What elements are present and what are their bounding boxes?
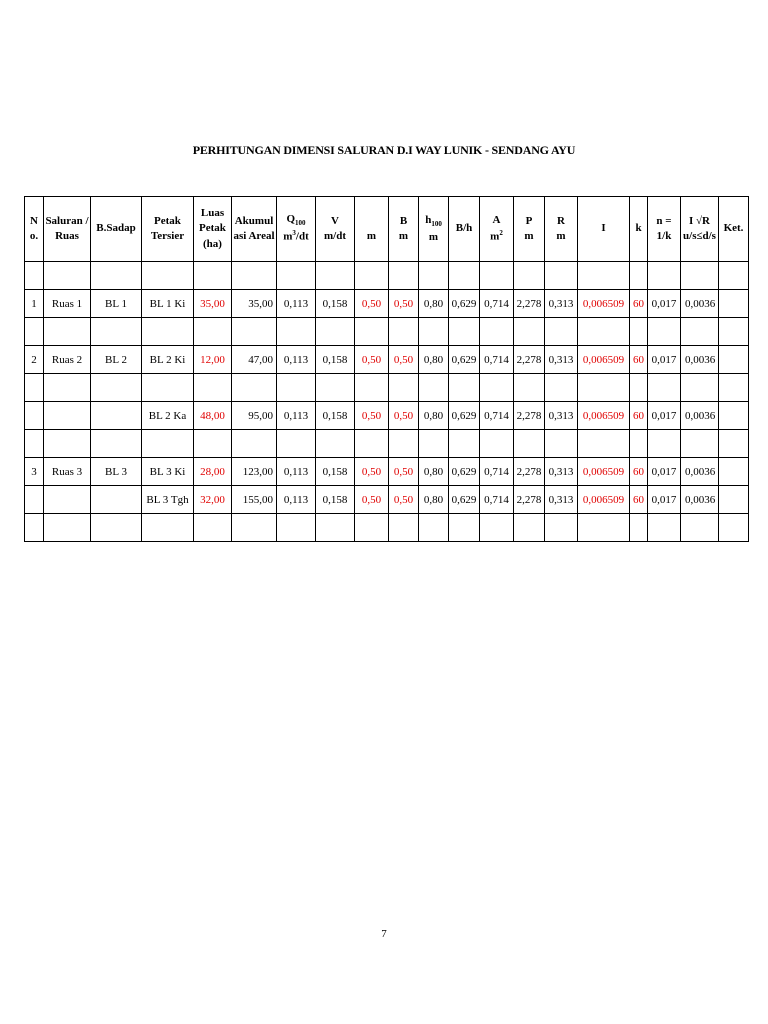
cell-ket bbox=[719, 318, 749, 346]
cell-i bbox=[578, 430, 630, 458]
cell-bsadap bbox=[91, 486, 142, 514]
cell-no bbox=[25, 486, 44, 514]
h-unit: m bbox=[428, 230, 439, 243]
table-row bbox=[25, 290, 749, 318]
table-row bbox=[25, 346, 749, 374]
cell-v bbox=[316, 318, 355, 346]
cell-b: 0,50 bbox=[389, 458, 419, 486]
cell-p bbox=[514, 514, 545, 542]
cell-ket bbox=[719, 262, 749, 290]
cell-k bbox=[630, 514, 648, 542]
cell-ket bbox=[719, 430, 749, 458]
cell-petak bbox=[142, 318, 194, 346]
cell-bsadap bbox=[91, 402, 142, 430]
cell-saluran bbox=[44, 486, 91, 514]
cell-k: 60 bbox=[630, 458, 648, 486]
cell-h: 0,80 bbox=[419, 290, 449, 318]
spacer-row bbox=[25, 262, 749, 290]
col-header-v bbox=[316, 197, 355, 262]
cell-r: 0,313 bbox=[545, 290, 578, 318]
cell-r: 0,313 bbox=[545, 486, 578, 514]
cell-bsadap bbox=[91, 318, 142, 346]
col-header-ivr bbox=[681, 197, 719, 262]
page-title: PERHITUNGAN DIMENSI SALURAN D.I WAY LUNIK - SENDANG AYU bbox=[192, 143, 576, 157]
cell-petak bbox=[142, 514, 194, 542]
cell-i: 0,006509 bbox=[578, 402, 630, 430]
cell-q bbox=[277, 262, 316, 290]
cell-bsadap: BL 3 bbox=[91, 458, 142, 486]
cell-n: 0,017 bbox=[648, 402, 681, 430]
cell-no bbox=[25, 374, 44, 402]
cell-luas bbox=[194, 374, 232, 402]
cell-p bbox=[514, 262, 545, 290]
cell-luas: 28,00 bbox=[194, 458, 232, 486]
spacer-row bbox=[25, 514, 749, 542]
cell-luas bbox=[194, 514, 232, 542]
cell-ket bbox=[719, 346, 749, 374]
cell-ket bbox=[719, 458, 749, 486]
cell-p: 2,278 bbox=[514, 346, 545, 374]
cell-h: 0,80 bbox=[419, 346, 449, 374]
cell-h bbox=[419, 430, 449, 458]
cell-k bbox=[630, 374, 648, 402]
cell-saluran: Ruas 1 bbox=[44, 290, 91, 318]
cell-n bbox=[648, 430, 681, 458]
cell-petak: BL 3 Ki bbox=[142, 458, 194, 486]
cell-b bbox=[389, 514, 419, 542]
cell-r bbox=[545, 374, 578, 402]
q-unit-tail: /dt bbox=[295, 231, 309, 244]
cell-p: 2,278 bbox=[514, 402, 545, 430]
cell-akumulasi: 155,00 bbox=[232, 486, 277, 514]
a-unit: m bbox=[490, 230, 500, 243]
cell-saluran: Ruas 3 bbox=[44, 458, 91, 486]
cell-b: 0,50 bbox=[389, 290, 419, 318]
cell-saluran: Ruas 2 bbox=[44, 346, 91, 374]
cell-h: 0,80 bbox=[419, 458, 449, 486]
cell-saluran bbox=[44, 374, 91, 402]
col-header-i: I bbox=[578, 197, 630, 262]
cell-petak bbox=[142, 374, 194, 402]
col-header-a bbox=[480, 197, 514, 262]
cell-r bbox=[545, 514, 578, 542]
cell-n bbox=[648, 262, 681, 290]
cell-m bbox=[355, 318, 389, 346]
cell-q: 0,113 bbox=[277, 486, 316, 514]
cell-bh bbox=[449, 374, 480, 402]
cell-saluran bbox=[44, 430, 91, 458]
cell-v bbox=[316, 262, 355, 290]
cell-petak bbox=[142, 430, 194, 458]
cell-ivr bbox=[681, 374, 719, 402]
cell-m: 0,50 bbox=[355, 346, 389, 374]
cell-luas: 12,00 bbox=[194, 346, 232, 374]
cell-bsadap: BL 2 bbox=[91, 346, 142, 374]
cell-h bbox=[419, 262, 449, 290]
a-unit-exponent: 2 bbox=[499, 228, 503, 237]
h-subscript: 100 bbox=[431, 220, 442, 228]
b-symbol: B bbox=[399, 214, 408, 227]
cell-akumulasi: 47,00 bbox=[232, 346, 277, 374]
cell-k: 60 bbox=[630, 402, 648, 430]
cell-ivr bbox=[681, 514, 719, 542]
cell-k bbox=[630, 262, 648, 290]
cell-bh bbox=[449, 262, 480, 290]
cell-v bbox=[316, 514, 355, 542]
cell-ket bbox=[719, 486, 749, 514]
cell-m bbox=[355, 430, 389, 458]
cell-i bbox=[578, 514, 630, 542]
cell-a: 0,714 bbox=[480, 402, 514, 430]
cell-bsadap bbox=[91, 374, 142, 402]
h-symbol: h bbox=[425, 213, 432, 226]
cell-bh bbox=[449, 318, 480, 346]
cell-no: 1 bbox=[25, 290, 44, 318]
cell-p bbox=[514, 374, 545, 402]
cell-bh: 0,629 bbox=[449, 290, 480, 318]
cell-p: 2,278 bbox=[514, 458, 545, 486]
cell-bsadap bbox=[91, 262, 142, 290]
cell-k bbox=[630, 430, 648, 458]
cell-a bbox=[480, 318, 514, 346]
cell-a: 0,714 bbox=[480, 290, 514, 318]
cell-a: 0,714 bbox=[480, 346, 514, 374]
spacer-row bbox=[25, 430, 749, 458]
cell-luas: 48,00 bbox=[194, 402, 232, 430]
cell-n bbox=[648, 514, 681, 542]
cell-a: 0,714 bbox=[480, 486, 514, 514]
cell-no bbox=[25, 262, 44, 290]
col-header-r bbox=[545, 197, 578, 262]
cell-v: 0,158 bbox=[316, 402, 355, 430]
col-header-h bbox=[419, 197, 449, 262]
b-unit: m bbox=[398, 230, 409, 242]
cell-r bbox=[545, 430, 578, 458]
q-unit: m bbox=[283, 231, 293, 244]
cell-b bbox=[389, 318, 419, 346]
cell-n bbox=[648, 374, 681, 402]
cell-akumulasi bbox=[232, 374, 277, 402]
cell-ivr: 0,0036 bbox=[681, 402, 719, 430]
cell-akumulasi: 123,00 bbox=[232, 458, 277, 486]
cell-bh: 0,629 bbox=[449, 458, 480, 486]
cell-bh bbox=[449, 514, 480, 542]
cell-q bbox=[277, 514, 316, 542]
a-symbol: A bbox=[492, 214, 501, 227]
cell-v: 0,158 bbox=[316, 486, 355, 514]
cell-akumulasi bbox=[232, 318, 277, 346]
col-header-p bbox=[514, 197, 545, 262]
cell-ivr: 0,0036 bbox=[681, 346, 719, 374]
cell-p bbox=[514, 318, 545, 346]
cell-bh bbox=[449, 430, 480, 458]
cell-r bbox=[545, 318, 578, 346]
cell-m bbox=[355, 374, 389, 402]
cell-i: 0,006509 bbox=[578, 458, 630, 486]
v-symbol: V bbox=[331, 214, 339, 227]
page-number: 7 bbox=[381, 928, 387, 940]
table-row bbox=[25, 458, 749, 486]
cell-k bbox=[630, 318, 648, 346]
cell-no bbox=[25, 402, 44, 430]
cell-no bbox=[25, 318, 44, 346]
cell-i bbox=[578, 374, 630, 402]
cell-bsadap: BL 1 bbox=[91, 290, 142, 318]
col-header-bsadap: B.Sadap bbox=[91, 197, 142, 262]
cell-m: 0,50 bbox=[355, 486, 389, 514]
col-header-m bbox=[355, 197, 389, 262]
cell-bh: 0,629 bbox=[449, 486, 480, 514]
v-unit: m/dt bbox=[324, 230, 346, 242]
cell-n: 0,017 bbox=[648, 486, 681, 514]
cell-q: 0,113 bbox=[277, 402, 316, 430]
cell-luas bbox=[194, 430, 232, 458]
cell-v bbox=[316, 430, 355, 458]
cell-b: 0,50 bbox=[389, 402, 419, 430]
cell-ivr: 0,0036 bbox=[681, 486, 719, 514]
cell-v: 0,158 bbox=[316, 458, 355, 486]
r-unit: m bbox=[556, 230, 566, 242]
cell-r bbox=[545, 262, 578, 290]
cell-ket bbox=[719, 514, 749, 542]
cell-n: 0,017 bbox=[648, 346, 681, 374]
cell-petak bbox=[142, 262, 194, 290]
cell-r: 0,313 bbox=[545, 458, 578, 486]
col-header-ket: Ket. bbox=[719, 197, 749, 262]
cell-i: 0,006509 bbox=[578, 486, 630, 514]
cell-k: 60 bbox=[630, 290, 648, 318]
cell-petak: BL 2 Ki bbox=[142, 346, 194, 374]
col-header-q bbox=[277, 197, 316, 262]
q-subscript: 100 bbox=[295, 219, 306, 228]
cell-m: 0,50 bbox=[355, 402, 389, 430]
col-header-b bbox=[389, 197, 419, 262]
cell-akumulasi: 95,00 bbox=[232, 402, 277, 430]
m-symbol: m bbox=[366, 230, 377, 242]
cell-m: 0,50 bbox=[355, 290, 389, 318]
cell-q bbox=[277, 430, 316, 458]
cell-ket bbox=[719, 402, 749, 430]
cell-ivr: 0,0036 bbox=[681, 458, 719, 486]
cell-a bbox=[480, 374, 514, 402]
cell-r: 0,313 bbox=[545, 402, 578, 430]
cell-i: 0,006509 bbox=[578, 346, 630, 374]
col-header-luas: Luas Petak (ha) bbox=[194, 197, 232, 262]
cell-no bbox=[25, 514, 44, 542]
q-unit-exponent: 3 bbox=[292, 229, 296, 238]
table-row bbox=[25, 402, 749, 430]
cell-q: 0,113 bbox=[277, 346, 316, 374]
col-header-petak: Petak Tersier bbox=[142, 197, 194, 262]
cell-b bbox=[389, 262, 419, 290]
cell-h bbox=[419, 374, 449, 402]
cell-bsadap bbox=[91, 514, 142, 542]
cell-petak: BL 1 Ki bbox=[142, 290, 194, 318]
cell-m: 0,50 bbox=[355, 458, 389, 486]
cell-no bbox=[25, 430, 44, 458]
cell-ivr: 0,0036 bbox=[681, 290, 719, 318]
cell-bsadap bbox=[91, 430, 142, 458]
spacer-row bbox=[25, 318, 749, 346]
cell-h: 0,80 bbox=[419, 402, 449, 430]
r-symbol: R bbox=[557, 214, 565, 227]
cell-b bbox=[389, 430, 419, 458]
cell-q: 0,113 bbox=[277, 290, 316, 318]
cell-p bbox=[514, 430, 545, 458]
cell-saluran bbox=[44, 402, 91, 430]
cell-i bbox=[578, 262, 630, 290]
cell-m bbox=[355, 262, 389, 290]
col-header-akumulasi: Akumul asi Areal bbox=[232, 197, 277, 262]
cell-v bbox=[316, 374, 355, 402]
cell-a bbox=[480, 514, 514, 542]
cell-bh: 0,629 bbox=[449, 346, 480, 374]
col-header-no: N o. bbox=[25, 197, 44, 262]
cell-petak: BL 3 Tgh bbox=[142, 486, 194, 514]
cell-r: 0,313 bbox=[545, 346, 578, 374]
cell-a: 0,714 bbox=[480, 458, 514, 486]
col-header-k: k bbox=[630, 197, 648, 262]
cell-petak: BL 2 Ka bbox=[142, 402, 194, 430]
cell-n: 0,017 bbox=[648, 458, 681, 486]
cell-p: 2,278 bbox=[514, 486, 545, 514]
cell-b: 0,50 bbox=[389, 346, 419, 374]
cell-akumulasi bbox=[232, 262, 277, 290]
cell-ivr bbox=[681, 430, 719, 458]
cell-h bbox=[419, 514, 449, 542]
cell-bh: 0,629 bbox=[449, 402, 480, 430]
cell-i bbox=[578, 318, 630, 346]
cell-q bbox=[277, 318, 316, 346]
cell-n: 0,017 bbox=[648, 290, 681, 318]
cell-a bbox=[480, 430, 514, 458]
spacer-row bbox=[25, 374, 749, 402]
cell-k: 60 bbox=[630, 486, 648, 514]
cell-q bbox=[277, 374, 316, 402]
cell-akumulasi: 35,00 bbox=[232, 290, 277, 318]
col-header-saluran: Saluran / Ruas bbox=[44, 197, 91, 262]
cell-no: 3 bbox=[25, 458, 44, 486]
cell-i: 0,006509 bbox=[578, 290, 630, 318]
cell-ivr bbox=[681, 262, 719, 290]
cell-k: 60 bbox=[630, 346, 648, 374]
col-header-n: n = 1/k bbox=[648, 197, 681, 262]
cell-no: 2 bbox=[25, 346, 44, 374]
header-row bbox=[25, 197, 749, 262]
cell-m bbox=[355, 514, 389, 542]
cell-n bbox=[648, 318, 681, 346]
cell-ket bbox=[719, 374, 749, 402]
ivr-unit: u/s≤d/s bbox=[683, 230, 716, 242]
cell-luas: 35,00 bbox=[194, 290, 232, 318]
cell-b bbox=[389, 374, 419, 402]
cell-saluran bbox=[44, 514, 91, 542]
col-header-bh: B/h bbox=[449, 197, 480, 262]
table-row bbox=[25, 486, 749, 514]
p-symbol: P bbox=[525, 214, 533, 227]
cell-akumulasi bbox=[232, 430, 277, 458]
cell-luas bbox=[194, 262, 232, 290]
cell-b: 0,50 bbox=[389, 486, 419, 514]
ivr-symbol: I √R bbox=[688, 214, 710, 227]
cell-ivr bbox=[681, 318, 719, 346]
cell-luas bbox=[194, 318, 232, 346]
cell-saluran bbox=[44, 318, 91, 346]
cell-h bbox=[419, 318, 449, 346]
cell-q: 0,113 bbox=[277, 458, 316, 486]
cell-v: 0,158 bbox=[316, 346, 355, 374]
cell-saluran bbox=[44, 262, 91, 290]
table-body bbox=[25, 262, 749, 542]
cell-ket bbox=[719, 290, 749, 318]
cell-luas: 32,00 bbox=[194, 486, 232, 514]
cell-akumulasi bbox=[232, 514, 277, 542]
cell-h: 0,80 bbox=[419, 486, 449, 514]
cell-v: 0,158 bbox=[316, 290, 355, 318]
cell-p: 2,278 bbox=[514, 290, 545, 318]
cell-a bbox=[480, 262, 514, 290]
p-unit: m bbox=[524, 230, 534, 242]
dimension-calculation-table bbox=[24, 196, 749, 542]
q-symbol: Q bbox=[286, 213, 296, 226]
